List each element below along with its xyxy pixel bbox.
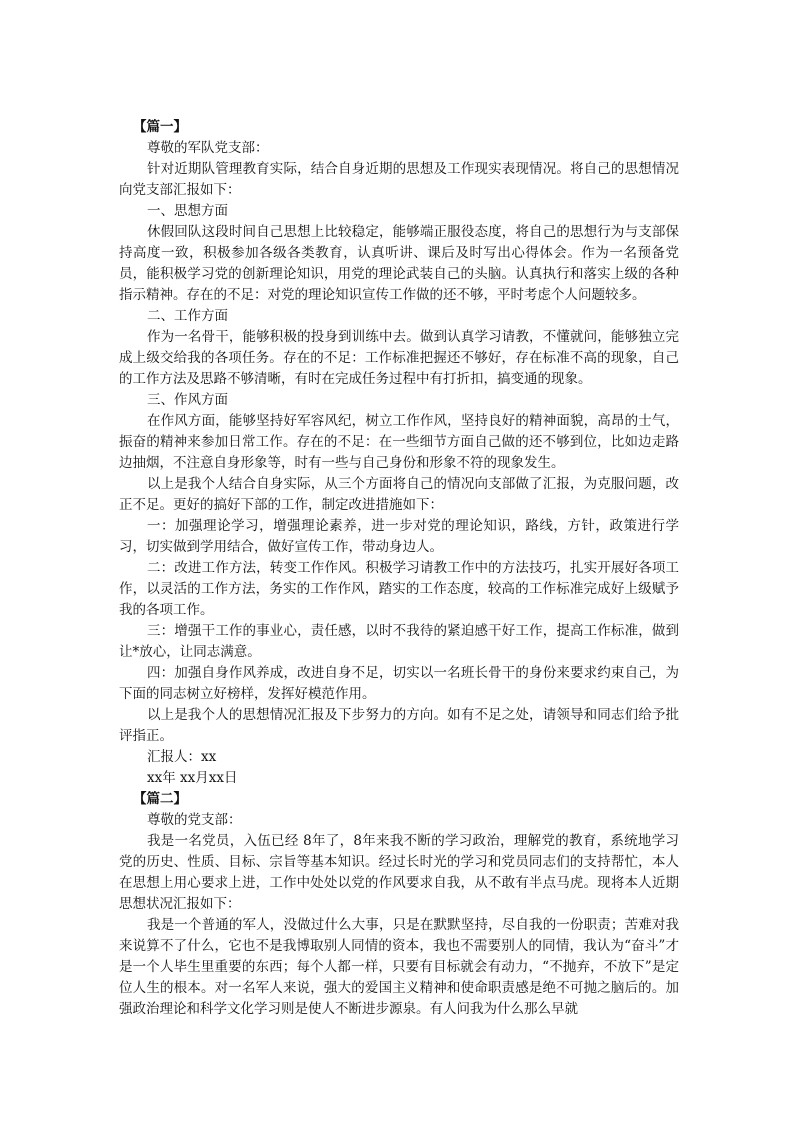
paragraph: 二：改进工作方法，转变工作作风。积极学习请教工作中的方法技巧，扎实开展好各项工作，以灵活的工作方法，务实的工作作风，踏实的工作态度，较高的工作标准完成好上级赋予我的各项工作。 <box>119 560 679 618</box>
greeting: 尊敬的军队党支部： <box>147 140 269 156</box>
reporter: 汇报人：xx <box>147 749 217 765</box>
greeting: 尊敬的党支部： <box>147 812 242 828</box>
paragraph: 三：增强干工作的事业心，责任感，以时不我待的紧迫感干好工作，提高工作标准，做到让*放心，让同志满意。 <box>119 623 679 660</box>
paragraph: 作为一名骨干，能够积极的投身到训练中去。做到认真学习请教，不懂就问，能够独立完成上级交给我的各项任务。存在的不足：工作标准把握还不够好，存在标准不高的现象，自己的工作方法及思路不够清晰，有时在完成任务过程中有打折扣，搞变通的现象。 <box>119 329 679 387</box>
paragraph: 四：加强自身作风养成，改进自身不足，切实以一名班长骨干的身份来要求约束自己，为下面的同志树立好榜样，发挥好模范作用。 <box>119 665 679 702</box>
subheading: 三、作风方面 <box>147 392 228 408</box>
document-page <box>119 117 679 1020</box>
subheading: 一、思想方面 <box>147 203 228 219</box>
paragraph: 一：加强理论学习，增强理论素养，进一步对党的理论知识，路线，方针，政策进行学习，切实做到学用结合，做好宣传工作，带动身边人。 <box>119 518 679 555</box>
paragraph: 以上是我个人的思想情况汇报及下步努力的方向。如有不足之处，请领导和同志们给予批评指正。 <box>119 707 679 744</box>
section-heading: 【篇一】 <box>133 119 187 135</box>
paragraph: 我是一名党员，入伍已经 8年了，8年来我不断的学习政治，理解党的教育，系统地学习党的历史、性质、目标、宗旨等基本知识。经过长时光的学习和党员同志们的支持帮忙，本人在思想上用心要求上进，工作中处处以党的作风要求自我，从不敢有半点马虎。现将本人近期思想状况汇报如下： <box>119 833 679 912</box>
paragraph: 我是一个普通的军人，没做过什么大事，只是在默默坚持，尽自我的一份职责；苦难对我来说算不了什么，它也不是我博取别人同情的资本，我也不需要别人的同情，我认为“奋斗”才是一个人毕生里重要的东西；每个人都一样，只要有目标就会有动力，“不抛弃，不放下”是定位人生的根本。对一名军人来说，强大的爱国主义精神和使命职责感是绝不可抛之脑后的。加强政治理论和科学文化学习则是使人不断进步源泉。有人问我为什么那么早就 <box>119 917 679 1017</box>
paragraph: 在作风方面，能够坚持好军容风纪，树立工作作风，坚持良好的精神面貌，高昂的士气，振奋的精神来参加日常工作。存在的不足：在一些细节方面自己做的还不够到位，比如边走路边抽烟，不注意自身形象等，时有一些与自己身份和形象不符的现象发生。 <box>119 413 679 471</box>
paragraph: 以上是我个人结合自身实际，从三个方面将自己的情况向支部做了汇报，为克服问题，改正不足。更好的搞好下部的工作，制定改进措施如下： <box>119 476 679 513</box>
report-date: xx年 xx月xx日 <box>147 770 238 786</box>
paragraph: 休假回队这段时间自己思想上比较稳定，能够端正服役态度，将自己的思想行为与支部保持高度一致，积极参加各级各类教育，认真听讲、课后及时写出心得体会。作为一名预备党员，能积极学习党的创新理论知识，用党的理论武装自己的头脑。认真执行和落实上级的各种指示精神。存在的不足：对党的理论知识宣传工作做的还不够，平时考虑个人问题较多。 <box>119 224 679 303</box>
paragraph: 针对近期队管理教育实际，结合自身近期的思想及工作现实表现情况。将自己的思想情况向党支部汇报如下： <box>119 161 679 198</box>
subheading: 二、工作方面 <box>147 308 228 324</box>
section-heading: 【篇二】 <box>133 791 187 807</box>
